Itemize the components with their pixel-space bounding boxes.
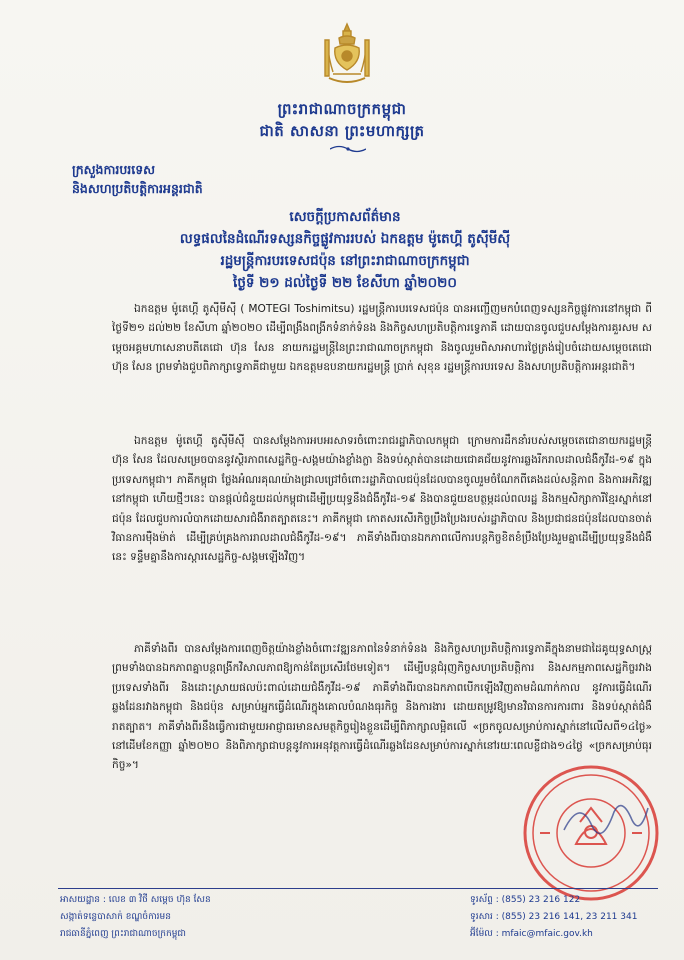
national-motto: ជាតិ សាសនា ព្រះមហាក្សត្រ — [259, 122, 425, 140]
document-subtitle-line2: រដ្ឋមន្ត្រីការបរទេសជប៉ុន នៅព្រះរាជាណាចក្រកម្ពុជា — [220, 253, 470, 269]
document-title: សេចក្តីប្រកាសព័ត៌មាន — [289, 209, 401, 225]
footer-phone: ទូរស័ព្ទ : (855) 23 216 122 — [470, 895, 581, 905]
footer-address-line2: សង្កាត់ទន្លេបាសាក់ ខណ្ឌចំការមន — [60, 912, 171, 922]
kingdom-name: ព្រះរាជាណាចក្រកម្ពុជា — [277, 100, 407, 118]
footer-fax: ទូរសារ : (855) 23 216 141, 23 211 341 — [470, 912, 638, 922]
footer-divider — [58, 888, 658, 889]
signature-scribble-icon — [560, 790, 650, 850]
body-paragraph: ឯកឧត្តម ម៉ូតេហ្គី តូស៊ីមីស៊ី ( MOTEGI Toshimitsu) រដ្ឋមន្ត្រីការបរទេសជប៉ុន បានអញ្ជើញមកបំពេញទស្សនកិច្ចផ្លូវការនៅកម្ពុជា ពីថ្ងៃទី២១ ដល់២២ ខែសីហា ឆ្នាំ២០២០ ដើម្បីពង្រឹងពង្រីកទំនាក់ទំនង និងកិច្ចសហប្រតិបត្តិការទ្វេភាគី ដោយបានចូលជួបសម្តែងការគួរសម សម្តេចអគ្គមហាសេនាបតីតេជោ ហ៊ុន សែន នាយករដ្ឋមន្ត្រីនៃព្រះរាជាណាចក្រកម្ពុជា និងចូលរួមពិសាអាហារថ្ងៃត្រង់រៀបចំដោយសម្តេចតេជោ ហ៊ុន សែន ព្រមទាំងជួបពិភាក្សាទ្វេភាគីជាមួយ ឯកឧត្តមឧបនាយករដ្ឋមន្ត្រី ប្រាក់ សុខុន រដ្ឋមន្ត្រីការបរទេស និងសហប្រតិបត្តិការអន្តរជាតិ។ — [112, 303, 652, 374]
body-paragraph: ភាគីទាំងពីរ បានសម្តែងការពេញចិត្តយ៉ាងខ្លាំងចំពោះវឌ្ឍនភាពនៃទំនាក់ទំនង និងកិច្ចសហប្រតិបត្តិការទ្វេភាគីក្នុងនាមជាដៃគូយុទ្ធសាស្ត្រ ព្រមទាំងបានឯកភាពគ្នាបន្តពង្រីកវិសាលភាពឱ្យកាន់តែប្រសើរថែមទៀត។ ដើម្បីបន្តជំរុញកិច្ចសហប្រតិបត្តិការ និងសកម្មភាពសេដ្ឋកិច្ចរវាងប្រទេសទាំងពីរ និងដោះស្រាយផលប៉ះពាល់ដោយជំងឺកូវីដ-១៩ ភាគីទាំងពីរបានឯកភាពបើកឡើងវិញតាមដំណាក់កាល នូវការធ្វើដំណើរឆ្លងដែនរវាងកម្ពុជា និងជប៉ុន សម្រាប់អ្នកធ្វើដំណើរក្នុងគោលបំណងធុរកិច្ច និងការងារ ដោយតម្រូវឱ្យមានវិធានការការពារ និងទប់ស្កាត់ជំងឺរាតត្បាត។ ភាគីទាំងពីរនឹងធ្វើការជាមួយអាជ្ញាធរមានសមត្ថកិច្ចរៀងខ្លួនដើម្បីពិភាក្សាលម្អិតលើ «ច្រកចូលសម្រាប់ការស្នាក់នៅលើសពី១៤ថ្ងៃ» នៅដើមខែកញ្ញា ឆ្នាំ២០២០ និងពិភាក្សាជាបន្តនូវការអនុវត្តការធ្វើដំណើរឆ្លងដែនសម្រាប់ការស្នាក់នៅរយៈពេលខ្លីជាង១៤ថ្ងៃ «ច្រកសម្រាប់ធុរកិច្ច»។ — [112, 643, 652, 772]
document-date: ថ្ងៃទី ២១ ដល់ថ្ងៃទី ២២ ខែសីហា ឆ្នាំ២០២០ — [233, 275, 457, 291]
body-paragraph: ឯកឧត្តម ម៉ូតេហ្គី តូស៊ីមីស៊ី បានសម្តែងការអបអរសាទរចំពោះរាជរដ្ឋាភិបាលកម្ពុជា ក្រោមការដឹកនាំរបស់សម្តេចតេជោនាយករដ្ឋមន្ត្រី ហ៊ុន សែន ដែលសម្រេចបាននូវស្ថិរភាពសេដ្ឋកិច្ច-សង្គមយ៉ាងខ្លាំងក្លា និងទប់ស្កាត់បានដោយជោគជ័យនូវការឆ្លងរីករាលដាលជំងឺកូវីដ-១៩ ក្នុងប្រទេសកម្ពុជា។ ភាគីកម្ពុជា ថ្លែងអំណរគុណយ៉ាងជ្រាលជ្រៅចំពោះរដ្ឋាភិបាលជប៉ុនដែលបានចូលរួមចំណែកពីគេងដល់សន្តិភាព និងការអភិវឌ្ឍនៅកម្ពុជា ហើយថ្មីៗនេះ បានផ្តល់ជំនួយដល់កម្ពុជាដើម្បីប្រយុទ្ធនឹងជំងឺកូវីដ-១៩ និងបានជួយឧបត្ថម្ភដល់ពលរដ្ឋ និងកម្មសិក្សាការីខ្មែរស្នាក់នៅជប៉ុន ដែលជួបការលំបាកដោយសារជំងឺរាតត្បាតនេះ។ ភាគីកម្ពុជា កោតសរសើរកិច្ចប្រឹងប្រែងរបស់រដ្ឋាភិបាល និងប្រជាជនជប៉ុនដែលបានចាត់វិធានការម៉ឺងម៉ាត់ ដើម្បីគ្រប់គ្រងការរាលដាលជំងឺកូវីដ-១៩។ ភាគីទាំងពីរបានឯកភាពលើការបន្តកិច្ចខិតខំប្រឹងប្រែងរួមគ្នាដើម្បីប្រយុទ្ធនឹងជំងឺនេះ ទន្ទឹមគ្នានឹងការស្តារសេដ្ឋកិច្ច-សង្គមឡើងវិញ។ — [112, 435, 652, 564]
footer-address-line1: អាសយដ្ឋាន : លេខ ៣ វិថី សម្តេច ហ៊ុន សែន — [60, 895, 211, 905]
footer-address-line3: រាជធានីភ្នំពេញ ព្រះរាជាណាចក្រកម្ពុជា — [60, 929, 186, 939]
royal-coat-of-arms-icon — [319, 22, 375, 88]
divider-ornament-icon — [330, 144, 366, 154]
footer-email: អ៊ីម៉ែល : mfaic@mfaic.gov.kh — [470, 929, 593, 939]
ministry-name-line2: និងសហប្រតិបត្តិការអន្តរជាតិ — [72, 181, 203, 196]
document-subtitle-line1: លទ្ធផលនៃដំណើរទស្សនកិច្ចផ្លូវការរបស់ ឯកឧត្តម ម៉ូតេហ្គី តូស៊ីមីស៊ី — [179, 231, 511, 247]
ministry-name-line1: ក្រសួងការបរទេស — [72, 162, 156, 177]
